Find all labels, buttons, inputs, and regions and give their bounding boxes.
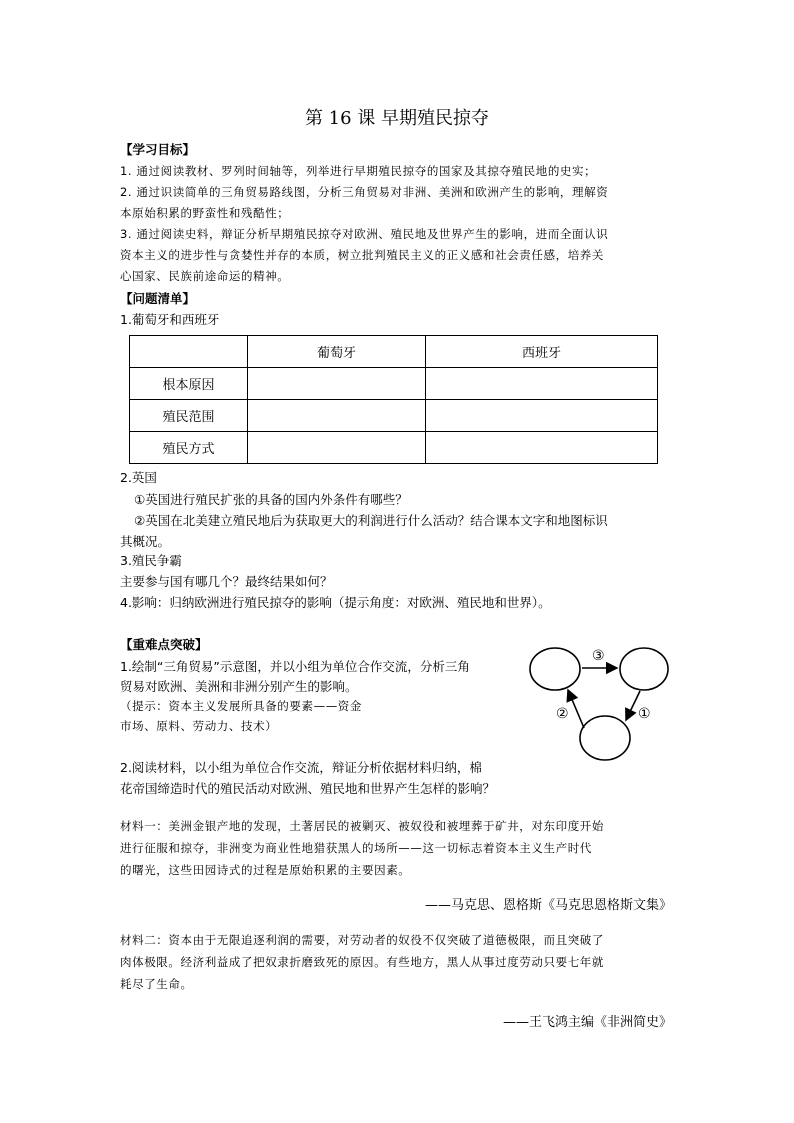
label-1: ①	[638, 706, 651, 722]
triangle-trade-diagram	[520, 640, 680, 770]
material-1-line: 进行征服和掠夺，非洲变为商业性地猎获黑人的场所——这一切标志着资本主义生产时代	[120, 841, 592, 855]
objective-line: 2. 通过识读简单的三角贸易路线图，分析三角贸易对非洲、美洲和欧洲产生的影响，理解资	[120, 185, 609, 199]
material-2-source: ——王飞鸿主编《非洲简史》	[502, 1015, 672, 1030]
table-header-cell	[130, 336, 248, 368]
table-cell	[248, 400, 426, 432]
table-cell	[426, 432, 658, 464]
right-circle	[620, 648, 668, 690]
objective-line: 1. 通过阅读教材、罗列时间轴等，列举进行早期殖民掠夺的国家及其掠夺殖民地的史实；	[120, 164, 597, 178]
page-title: 第 16 课 早期殖民掠夺	[304, 108, 490, 129]
questions-heading: 【问题清单】	[120, 291, 196, 306]
table-cell	[248, 368, 426, 400]
question-3: 3.殖民争霸	[120, 553, 182, 568]
material-2-line: 肉体极限。经济利益成了把奴隶折磨致死的原因。有些地方，黑人从事过度劳动只要七年就	[120, 955, 604, 969]
table-row-label: 殖民方式	[130, 432, 248, 464]
breakthrough-p1b: 贸易对欧洲、美洲和非洲分别产生的影响。	[120, 679, 358, 694]
table-row	[130, 432, 658, 464]
breakthrough-p1a: 1.绘制“三角贸易”示意图，并以小组为单位合作交流，分析三角	[120, 659, 470, 674]
table-row	[130, 368, 658, 400]
breakthrough-heading: 【重难点突破】	[120, 637, 208, 652]
objective-line: 资本主义的进步性与贪婪性并存的本质，树立批判殖民主义的正义感和社会责任感，培养关	[120, 248, 604, 262]
question-2: 2.英国	[120, 470, 157, 485]
question-3a: 主要参与国有哪几个？最终结果如何？	[120, 574, 333, 589]
table-row	[130, 400, 658, 432]
bottom-circle	[580, 716, 630, 760]
table-cell	[426, 400, 658, 432]
question-2a: ①英国进行殖民扩张的具备的国内外条件有哪些？	[134, 492, 408, 507]
table-row-label: 殖民范围	[130, 400, 248, 432]
question-1: 1.葡萄牙和西班牙	[120, 312, 220, 327]
table-row-label: 根本原因	[130, 368, 248, 400]
label-3: ③	[592, 648, 605, 664]
breakthrough-p2b: 花帝国缔造时代的殖民活动对欧洲、殖民地和世界产生怎样的影响？	[120, 781, 496, 796]
material-1-line: 的曙光，这些田园诗式的过程是原始积累的主要因素。	[120, 863, 411, 877]
table-header-row	[130, 336, 658, 368]
left-circle	[530, 648, 580, 690]
table-header-cell: 西班牙	[426, 336, 658, 368]
material-2-line: 耗尽了生命。	[120, 977, 193, 991]
comparison-table	[129, 335, 658, 464]
hint-line: （提示：资本主义发展所具备的要素——资金	[120, 699, 362, 713]
question-4: 4.影响：归纳欧洲进行殖民掠夺的影响（提示角度：对欧洲、殖民地和世界）。	[120, 595, 551, 610]
material-2-line: 材料二：资本由于无限追逐利润的需要，对劳动者的奴役不仅突破了道德极限，而且突破了	[120, 933, 604, 947]
material-1-source: ——马克思、恩格斯《马克思恩格斯文集》	[424, 898, 672, 913]
table-cell	[248, 432, 426, 464]
table-cell	[426, 368, 658, 400]
hint-line: 市场、原料、劳动力、技术）	[120, 719, 278, 733]
arrow-2	[568, 690, 584, 728]
objective-line: 3. 通过阅读史料，辩证分析早期殖民掠夺对欧洲、殖民地及世界产生的影响，进而全面认识	[120, 227, 609, 241]
objectives-heading: 【学习目标】	[120, 142, 196, 157]
breakthrough-p2a: 2.阅读材料，以小组为单位合作交流，辩证分析依据材料归纳，棉	[120, 760, 482, 775]
question-2b-cont: 其概况。	[120, 534, 171, 549]
objective-line: 心国家、民族前途命运的精神。	[120, 269, 290, 283]
label-2: ②	[556, 706, 569, 722]
table-header-cell: 葡萄牙	[248, 336, 426, 368]
material-1-line: 材料一：美洲金银产地的发现，土著居民的被剿灭、被奴役和被埋葬于矿井，对东印度开始	[120, 819, 604, 833]
objective-line: 本原始积累的野蛮性和残酷性；	[120, 206, 290, 220]
question-2b: ②英国在北美建立殖民地后为获取更大的利润进行什么活动？结合课本文字和地图标识	[134, 513, 608, 528]
